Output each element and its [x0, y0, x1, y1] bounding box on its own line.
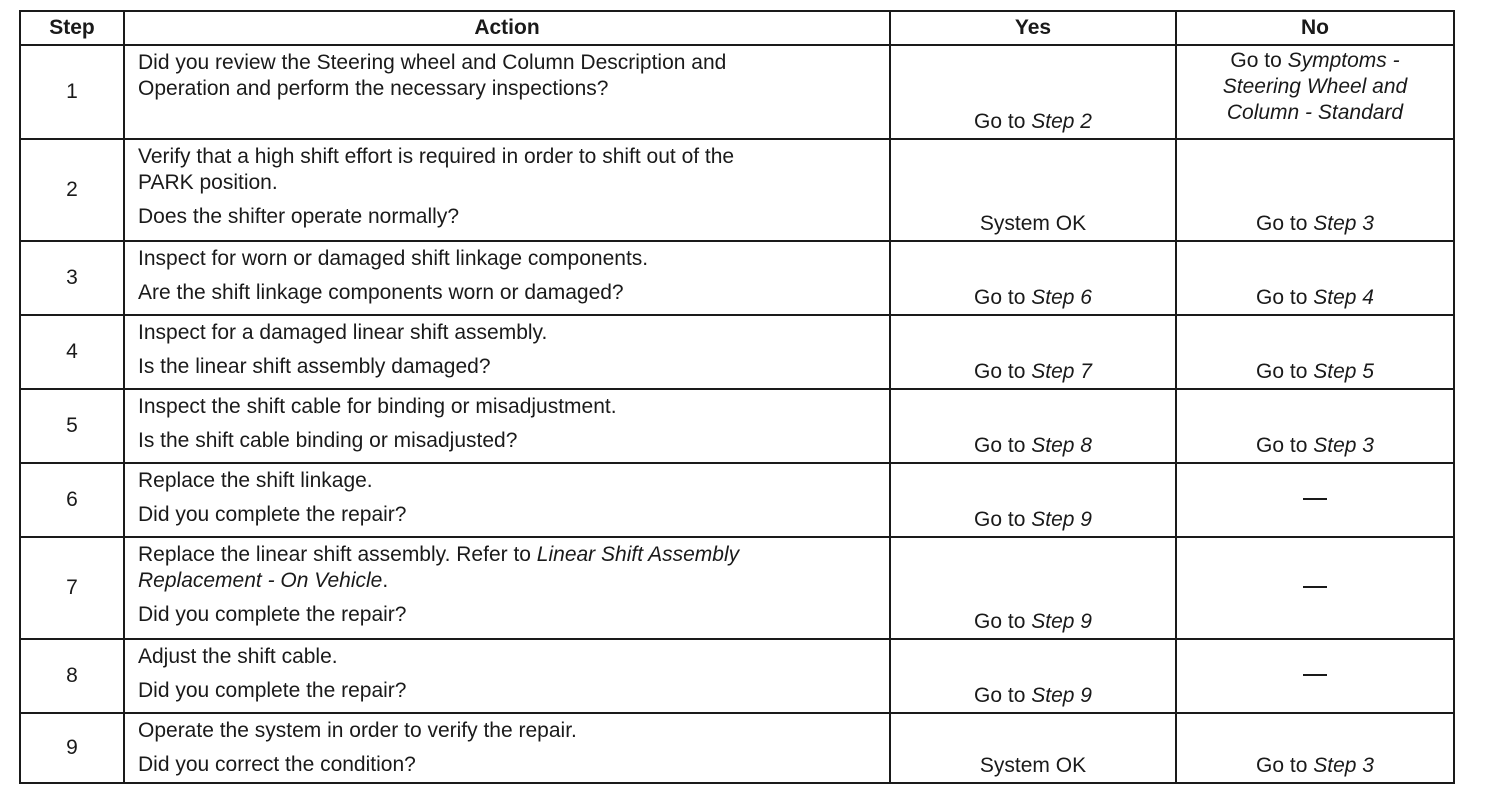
action-question: Is the shift cable binding or misadjusted?	[138, 429, 518, 452]
action-text: PARK position.	[138, 171, 278, 194]
yes-cell	[890, 639, 1176, 713]
no-cell	[1176, 45, 1454, 139]
yes-text: System OK	[979, 754, 1087, 777]
no-step-link[interactable]: Step 3	[1313, 212, 1374, 235]
no-step-link[interactable]: Step 4	[1313, 286, 1374, 309]
no-step-link[interactable]: Step 3	[1313, 434, 1374, 457]
action-question: Are the shift linkage components worn or damaged?	[138, 281, 624, 304]
table-row	[20, 463, 1454, 537]
table-row	[20, 537, 1454, 639]
yes-prefix: Go to	[974, 286, 1032, 309]
action-question: Is the linear shift assembly damaged?	[138, 355, 491, 378]
action-cell	[124, 537, 890, 639]
action-question: Did you complete the repair?	[138, 503, 407, 526]
table-row	[20, 45, 1454, 139]
no-cell	[1176, 139, 1454, 241]
yes-prefix: Go to	[974, 684, 1032, 707]
yes-cell	[890, 139, 1176, 241]
action-text: Adjust the shift cable.	[138, 645, 338, 668]
no-symptoms-link[interactable]: Steering Wheel and	[1222, 75, 1408, 98]
no-step-link[interactable]: Step 3	[1313, 754, 1374, 777]
action-text: Inspect the shift cable for binding or misadjustment.	[138, 395, 617, 418]
action-cell	[124, 389, 890, 463]
yes-prefix: Go to	[974, 360, 1032, 383]
yes-cell	[890, 713, 1176, 783]
yes-cell	[890, 537, 1176, 639]
action-text: Replace the linear shift assembly. Refer to	[138, 543, 537, 566]
step-number: 2	[20, 139, 124, 241]
action-question: Did you complete the repair?	[138, 679, 407, 702]
action-text: Inspect for a damaged linear shift assembly.	[138, 321, 548, 344]
no-cell	[1176, 389, 1454, 463]
yes-prefix: Go to	[974, 610, 1032, 633]
no-cell	[1176, 537, 1454, 639]
step-number: 1	[20, 45, 124, 139]
no-prefix: Go to	[1256, 434, 1314, 457]
step-number: 9	[20, 713, 124, 783]
action-text: Inspect for worn or damaged shift linkage components.	[138, 247, 649, 270]
action-cell	[124, 241, 890, 315]
no-prefix: Go to	[1256, 286, 1314, 309]
diagnostic-table	[19, 10, 1455, 784]
no-prefix: Go to	[1256, 754, 1314, 777]
action-question: Did you complete the repair?	[138, 603, 407, 626]
yes-prefix: Go to	[974, 110, 1032, 133]
no-prefix: Go to	[1230, 49, 1288, 72]
step-number: 8	[20, 639, 124, 713]
step-number: 5	[20, 389, 124, 463]
no-cell	[1176, 713, 1454, 783]
yes-text: System OK	[979, 212, 1087, 235]
step-number: 3	[20, 241, 124, 315]
yes-step-link[interactable]: Step 7	[1031, 360, 1092, 383]
action-text: Verify that a high shift effort is required in order to shift out of the	[138, 145, 735, 168]
no-cell	[1176, 315, 1454, 389]
procedure-link[interactable]: Linear Shift Assembly	[536, 543, 740, 566]
action-cell	[124, 139, 890, 241]
table-row	[20, 139, 1454, 241]
not-applicable-dash	[1303, 586, 1327, 588]
action-cell	[124, 463, 890, 537]
step-number: 6	[20, 463, 124, 537]
header-no: No	[1176, 11, 1454, 45]
no-symptoms-link[interactable]: Symptoms -	[1287, 49, 1400, 72]
step-number: 4	[20, 315, 124, 389]
no-cell	[1176, 463, 1454, 537]
step-number: 7	[20, 537, 124, 639]
not-applicable-dash	[1303, 674, 1327, 676]
no-cell	[1176, 241, 1454, 315]
action-cell	[124, 713, 890, 783]
header-action: Action	[124, 11, 890, 45]
table-row	[20, 389, 1454, 463]
action-cell	[124, 639, 890, 713]
action-text: .	[382, 569, 389, 592]
action-cell	[124, 45, 890, 139]
yes-prefix: Go to	[974, 508, 1032, 531]
action-text: Replace the shift linkage.	[138, 469, 373, 492]
table-row	[20, 241, 1454, 315]
no-step-link[interactable]: Step 5	[1313, 360, 1374, 383]
yes-cell	[890, 389, 1176, 463]
procedure-link[interactable]: Replacement - On Vehicle	[138, 569, 383, 592]
yes-step-link[interactable]: Step 6	[1031, 286, 1092, 309]
table-header-row	[20, 11, 1454, 45]
yes-step-link[interactable]: Step 8	[1031, 434, 1092, 457]
yes-cell	[890, 241, 1176, 315]
yes-cell	[890, 315, 1176, 389]
action-question: Did you correct the condition?	[138, 753, 416, 776]
no-cell	[1176, 639, 1454, 713]
action-text: Operation and perform the necessary inspections?	[138, 77, 609, 100]
not-applicable-dash	[1303, 498, 1327, 500]
yes-step-link[interactable]: Step 9	[1031, 684, 1092, 707]
action-text: Did you review the Steering wheel and Column Description and	[138, 51, 727, 74]
no-prefix: Go to	[1256, 360, 1314, 383]
no-prefix: Go to	[1256, 212, 1314, 235]
yes-cell	[890, 463, 1176, 537]
action-cell	[124, 315, 890, 389]
yes-step-link[interactable]: Step 2	[1031, 110, 1092, 133]
yes-step-link[interactable]: Step 9	[1031, 610, 1092, 633]
action-question: Does the shifter operate normally?	[138, 205, 459, 228]
yes-step-link[interactable]: Step 9	[1031, 508, 1092, 531]
yes-prefix: Go to	[974, 434, 1032, 457]
table-row	[20, 713, 1454, 783]
yes-cell	[890, 45, 1176, 139]
table-row	[20, 639, 1454, 713]
header-step: Step	[20, 11, 124, 45]
action-text: Operate the system in order to verify the repair.	[138, 719, 577, 742]
table-row	[20, 315, 1454, 389]
header-yes: Yes	[890, 11, 1176, 45]
no-symptoms-link[interactable]: Column - Standard	[1226, 101, 1404, 124]
